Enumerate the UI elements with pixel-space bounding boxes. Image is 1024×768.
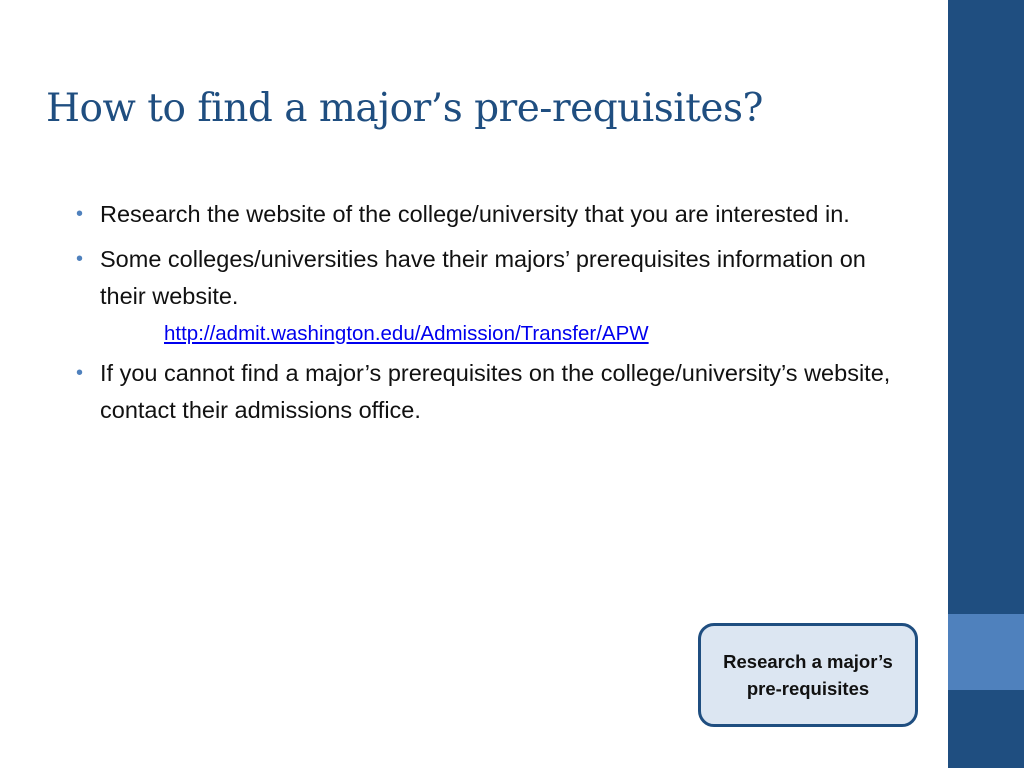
slide-title: How to find a major’s pre-requisites? [46,86,763,131]
bullet-dot-icon: • [76,203,84,225]
bullet-text: Some colleges/universities have their majors’ prerequisites information on their website. [100,246,866,309]
bullet-list [76,196,906,437]
admissions-link[interactable]: http://admit.washington.edu/Admission/Transfer/APW [164,322,649,345]
bullet-text: If you cannot find a major’s prerequisites on the college/university’s website, contact their admissions office. [100,360,891,423]
bullet-item [76,355,906,429]
bullet-text: Research the website of the college/university that you are interested in. [100,201,850,227]
bullet-dot-icon: • [76,362,84,384]
bullet-item [76,196,906,233]
bullet-item [76,241,906,315]
callout-line-1: Research a major’s [723,651,893,672]
callout-line-2: pre-requisites [746,678,870,699]
side-bar-accent [948,614,1024,690]
bullet-dot-icon: • [76,248,84,270]
link-line [76,319,906,349]
callout-box [698,623,918,727]
